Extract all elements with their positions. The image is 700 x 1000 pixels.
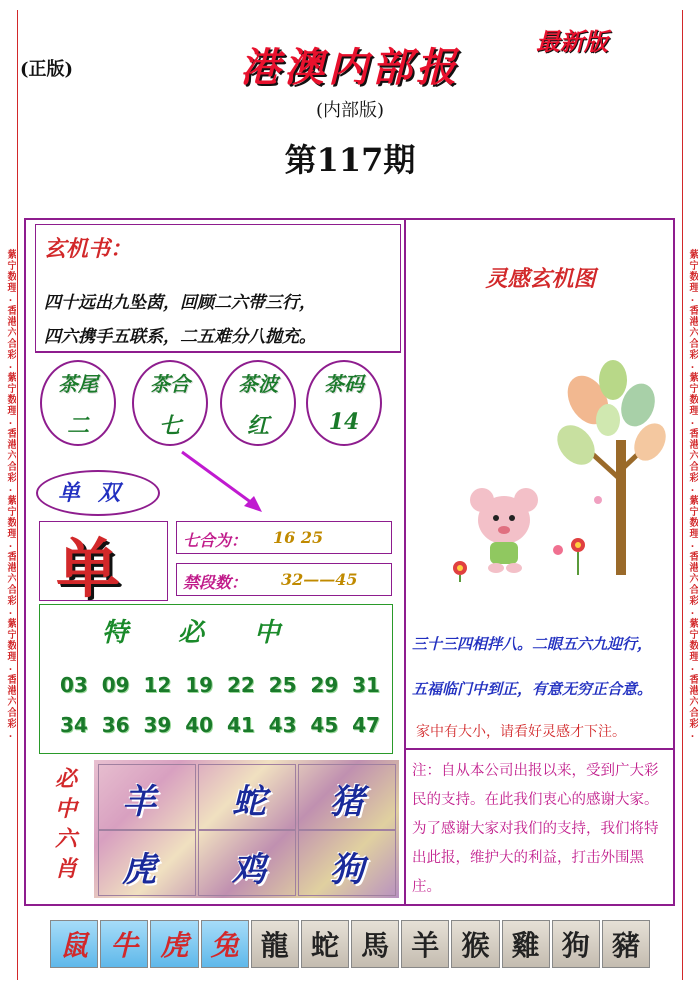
side-text-left: 紫宁数理.香港六合彩.紫宁数理.香港六合彩.紫宁数理.香港六合彩.紫宁数理.香港六合彩. — [5, 249, 16, 741]
number: 31 — [352, 673, 380, 697]
zodiac-tile-dog: 狗 — [552, 920, 600, 968]
page-title: 港澳内部报 — [240, 44, 460, 91]
zodiac-tile-horse: 馬 — [351, 920, 399, 968]
lingan-title: 灵感玄机图 — [485, 266, 596, 292]
numbers-row-2 — [60, 713, 380, 737]
oval-label: 茶合 — [150, 372, 190, 396]
zodiac-char: 猪 — [330, 782, 364, 822]
number: 22 — [226, 673, 255, 697]
oval-label: 茶码 — [324, 372, 364, 396]
newest-badge: 最新版 — [536, 27, 608, 56]
bizhong-liuxiao-label: 必中六肖 — [54, 766, 77, 882]
number: 03 — [60, 673, 88, 697]
issue-number: 第117期 — [284, 141, 416, 179]
arrow-icon — [178, 448, 268, 516]
zhengduan-box — [176, 563, 392, 596]
qihe-label: 七合为： — [183, 531, 248, 550]
bizhong-title: 特必中 — [101, 618, 330, 648]
zodiac-char: 鸡 — [232, 850, 266, 890]
number: 39 — [143, 713, 172, 737]
zodiac-strip — [50, 920, 650, 968]
note-text: 注：自从本公司出报以来，受到广大彩民的支持。在此我们衷心的感谢大家。为了感谢大家对我们的支持，我们将特出此报，维护大的利益，打击外围黑庄。 — [412, 763, 659, 895]
zodiac-tile-rabbit: 兔 — [201, 920, 249, 968]
oval-value: 红 — [246, 413, 269, 439]
number: 43 — [268, 713, 297, 737]
xuanji-title: 玄机书： — [44, 236, 133, 262]
page-subtitle: (内部版) — [315, 100, 385, 121]
qihe-box — [176, 521, 392, 554]
number: 40 — [185, 713, 214, 737]
zodiac-tile-rooster: 雞 — [502, 920, 550, 968]
qihe-value: 16 25 — [273, 528, 324, 547]
number: 09 — [101, 673, 130, 697]
dan-character: 单 — [56, 532, 120, 607]
danshuang-oval: 单双 — [36, 470, 160, 516]
numbers-row-1 — [60, 673, 380, 697]
number: 45 — [310, 713, 339, 737]
oval-label: 茶尾 — [58, 372, 98, 396]
oval-chama — [306, 360, 382, 446]
number: 47 — [352, 713, 380, 737]
right-verse-line-1: 三十三四相拌八。二眼五六九迎行， — [412, 635, 653, 653]
oval-chahe — [132, 360, 208, 446]
number: 19 — [185, 673, 214, 697]
oval-value: 七 — [158, 413, 181, 439]
number: 12 — [143, 673, 172, 697]
xuanji-line-2: 四六携手五联系，二五难分八抛充。 — [44, 327, 316, 347]
jiazhong-notice: 家中有大小，请看好灵感才下注。 — [416, 724, 626, 740]
number: 25 — [268, 673, 297, 697]
oval-chawei — [40, 360, 116, 446]
number: 36 — [101, 713, 130, 737]
oval-label: 茶波 — [238, 372, 278, 396]
zodiac-image-panel — [94, 760, 399, 898]
zodiac-char: 蛇 — [232, 782, 266, 822]
right-verse-line-2: 五福临门中到正，有意无穷正合意。 — [412, 680, 653, 698]
xuanji-line-1: 四十远出九坠茵，回顾二六带三行， — [44, 293, 316, 313]
zodiac-char: 虎 — [122, 850, 156, 890]
zhengban-label: (正版) — [20, 59, 74, 80]
zodiac-tile-rat: 鼠 — [50, 920, 98, 968]
zodiac-tile-dragon: 龍 — [251, 920, 299, 968]
zodiac-tile-tiger: 虎 — [150, 920, 198, 968]
oval-chabo — [220, 360, 296, 446]
zodiac-tile-pig: 豬 — [602, 920, 650, 968]
zodiac-tile-ox: 牛 — [100, 920, 148, 968]
xuanji-divider — [35, 352, 401, 353]
number: 29 — [310, 673, 339, 697]
number: 34 — [60, 713, 88, 737]
oval-value: 二 — [66, 413, 89, 439]
zodiac-tile-goat: 羊 — [401, 920, 449, 968]
zodiac-tile-snake: 蛇 — [301, 920, 349, 968]
number: 41 — [226, 713, 255, 737]
zhengduan-label: 禁段数： — [183, 573, 248, 592]
tree-mouse-illustration — [438, 360, 668, 585]
zhengduan-value: 32——45 — [281, 570, 358, 589]
side-text-right: 紫宁数理.香港六合彩.紫宁数理.香港六合彩.紫宁数理.香港六合彩.紫宁数理.香港六合彩. — [687, 249, 698, 741]
zodiac-tile-monkey: 猴 — [451, 920, 499, 968]
zodiac-char: 羊 — [122, 782, 156, 822]
zodiac-char: 狗 — [330, 850, 364, 890]
oval-value: 14 — [328, 409, 360, 435]
